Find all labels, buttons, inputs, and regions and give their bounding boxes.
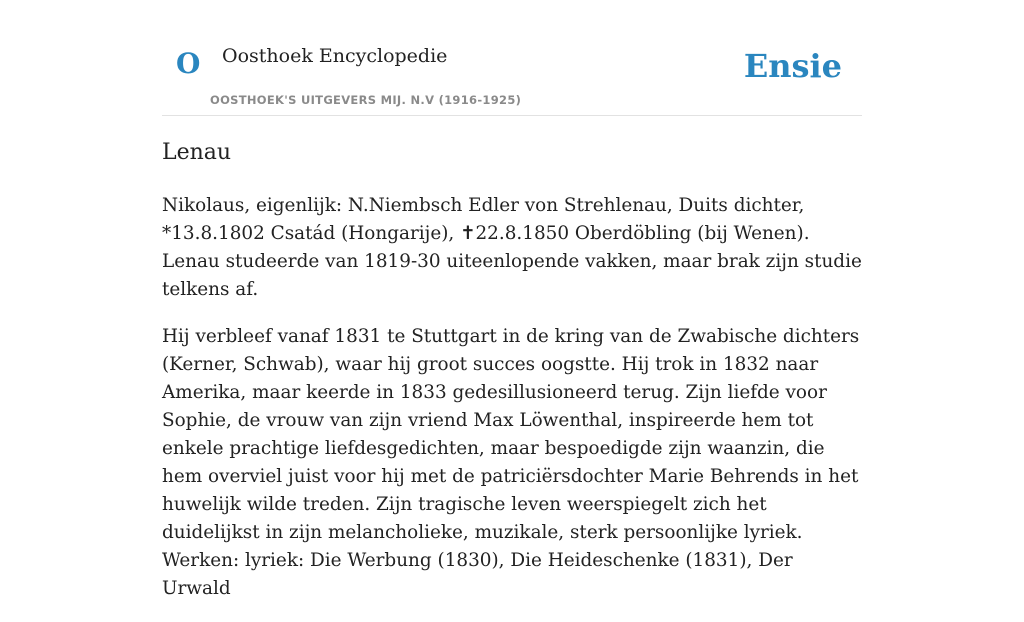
site-title[interactable]: Oosthoek Encyclopedie: [222, 45, 448, 67]
article-paragraph: Nikolaus, eigenlijk: N.Niembsch Edler von Strehlenau, Duits dichter, *13.8.1802 Csatád (Hongarije), ✝22.8.1850 Oberdöbling (bij Wenen). Lenau studeerde van 1819-30 uiteenlopende vakken, maar brak zijn studie telkens af.: [162, 195, 862, 300]
page: [162, 0, 862, 599]
site-header: [162, 0, 862, 116]
site-logo[interactable]: O: [176, 47, 201, 80]
site-subtitle: OOSTHOEK'S UITGEVERS MIJ. N.V (1916-1925): [210, 93, 522, 107]
article-title: Lenau: [162, 140, 232, 165]
brand-logo-link[interactable]: Ensie: [743, 47, 842, 85]
article-body: [162, 192, 862, 622]
article-paragraph: Hij verbleef vanaf 1831 te Stuttgart in de kring van de Zwabische dichters (Kerner, Schwab), waar hij groot succes oogstte. Hij trok in 1832 naar Amerika, maar keerde in 1833 gedesillusioneerd terug. Zijn liefde voor Sophie, de vrouw van zijn vriend Max Löwenthal, inspireerde hem tot enkele prachtige liefdesgedichten, maar bespoedigde zijn waanzin, die hem overviel juist voor hij met de patriciërsdochter Marie Behrends in het huwelijk wilde treden. Zijn tragische leven weerspiegelt zich het duidelijkst in zijn melancholieke, muzikale, sterk persoonlijke lyriek. Werken: lyriek: Die Werbung (1830), Die Heideschenke (1831), Der Urwald: [162, 326, 860, 599]
